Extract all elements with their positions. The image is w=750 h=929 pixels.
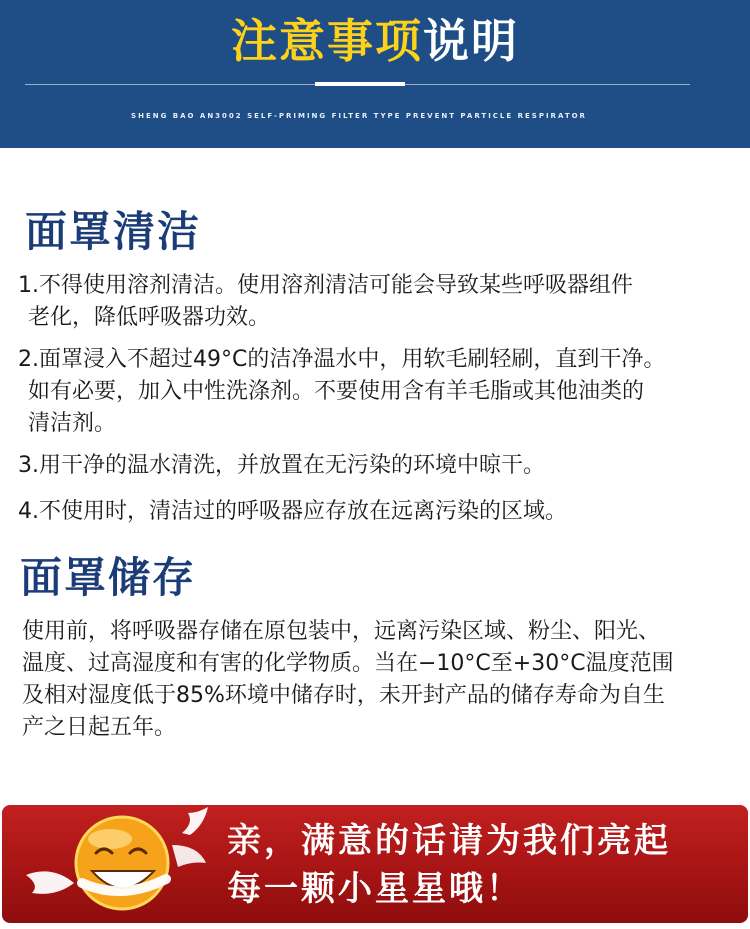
cleaning-item-3	[18, 450, 730, 482]
storage-line-3: 及相对湿度低于85%环境中储存时，未开封产品的储存寿命为自生	[22, 683, 665, 708]
title-highlight: 注意事项	[231, 14, 423, 68]
header-divider-accent	[315, 82, 405, 86]
cleaning-item-4	[18, 496, 730, 528]
cleaning-item-1-line1: 1.不得使用溶剂清洁。使用溶剂清洁可能会导致某些呼吸器组件	[18, 273, 633, 298]
rating-banner	[2, 805, 748, 923]
cleaning-item-2-line2: 如有必要，加入中性洗涤剂。不要使用含有羊毛脂或其他油类的	[28, 379, 645, 404]
title-rest: 说明	[423, 14, 519, 68]
page-title	[0, 10, 750, 72]
storage-line-1: 使用前，将呼吸器存储在原包装中，远离污染区域、粉尘、阳光、	[22, 619, 661, 644]
banner-line-1: 亲，满意的话请为我们亮起	[227, 821, 671, 861]
storage-line-4: 产之日起五年。	[22, 715, 177, 740]
smiley-face-icon	[22, 805, 212, 923]
cleaning-item-2-line3: 清洁剂。	[28, 411, 117, 436]
storage-section-title: 面罩储存	[20, 553, 197, 602]
cleaning-section-title: 面罩清洁	[25, 207, 202, 256]
storage-paragraph	[22, 616, 734, 744]
header-banner	[0, 0, 750, 148]
header-subtitle: SHENG BAO AN3002 SELF-PRIMING FILTER TYPE PREVENT PARTICLE RESPIRATOR	[131, 112, 587, 120]
storage-line-2: 温度、过高湿度和有害的化学物质。当在−10°C至+30°C温度范围	[22, 651, 674, 676]
cleaning-item-2	[18, 344, 730, 440]
banner-line-2: 每一颗小星星哦！	[227, 869, 523, 909]
cleaning-item-3-line1: 3.用干净的温水清洗，并放置在无污染的环境中晾干。	[18, 453, 545, 478]
cleaning-item-1-line2: 老化，降低呼吸器功效。	[28, 305, 271, 330]
cleaning-item-4-line1: 4.不使用时，清洁过的呼吸器应存放在远离污染的区域。	[18, 499, 567, 524]
cleaning-item-2-line1: 2.面罩浸入不超过49°C的洁净温水中，用软毛刷轻刷，直到干净。	[18, 347, 666, 372]
cleaning-item-1	[18, 270, 730, 334]
